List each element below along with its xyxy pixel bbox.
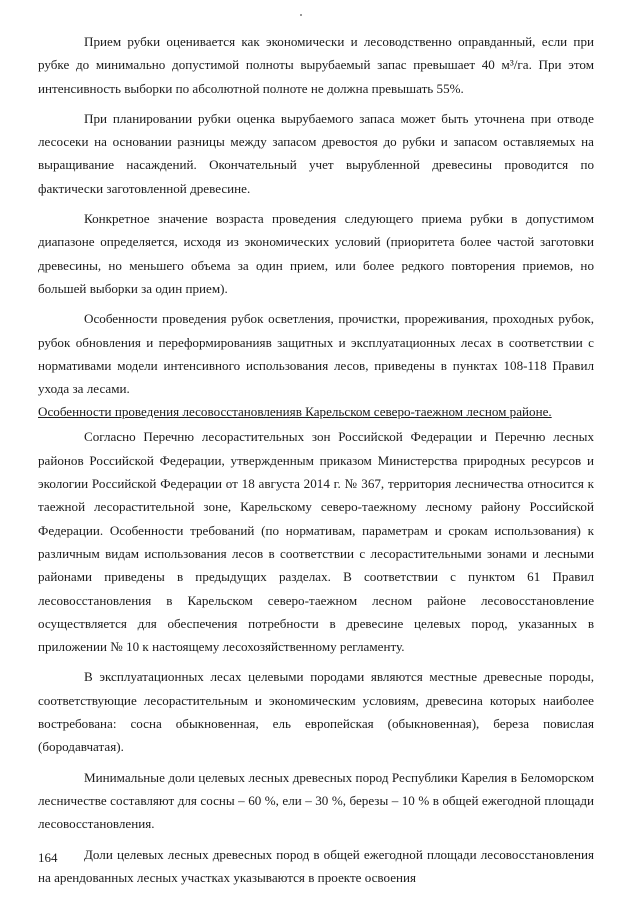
paragraph-next-cut-age: Конкретное значение возраста проведения следующего приема рубки в допустимом диапазоне определяется, исходя из экономических условий (приоритета более частой заготовки древесины, но меньшего объема за один прием, или более редкого повторения приемов, но большей выборки за один прием). [38, 211, 594, 296]
page-number: 164 [38, 850, 58, 865]
paragraph-target-species: В эксплуатационных лесах целевыми породами являются местные древесные породы, соответствующие лесорастительным и экономическим условиям, древесина которых наиболее востребована: сосна обыкновенная, ель европейская (обыкновенная), береза повислая (бородавчатая). [38, 669, 594, 755]
page-body [38, 30, 594, 896]
paragraph-minimum-shares: Минимальные доли целевых лесных древесных пород Республики Карелия в Беломорском лесничестве составляют для сосны – 60 %, ели – 30 %, березы – 10 % в общей ежегодной площади лесовосстановления. [38, 769, 594, 832]
paragraph-thinning-features: Особенности проведения рубок осветления, прочистки, прореживания, проходных рубок, рубок обновления и переформированияв защитных и эксплуатационных лесах в соответствии с нормативами модели интенсивного использования лесов, приведены в пунктах 108-118 Правил ухода за лесами. [38, 311, 594, 397]
paragraph-logging-assessment: Прием рубки оценивается как экономически и лесоводственно оправданный, если при рубке до минимально допустимой полноты вырубаемый запас превышает 40 м³/га. При этом интенсивность выборки по абсолютной полноте не должна превышать 55%. [38, 34, 594, 96]
scan-speck [300, 14, 302, 16]
paragraph-harvest-planning: При планировании рубки оценка вырубаемого запаса может быть уточнена при отводе лесосеки на основании разницы между запасом древостоя до рубки и запасом оставляемых на выращивание насаждений. Окончательный учет вырубленной древесины проводится по фактически заготовленной древесине. [38, 110, 594, 196]
paragraph-forest-zones: Согласно Перечню лесорастительных зон Российской Федерации и Перечню лесных районов Российской Федерации, утвержденным приказом Министерства природных ресурсов и экологии Российской Федерации от 18 августа 2014 г. № 367, территория лесничества относится к таежной лесорастительной зоне, Карельскому северо-таежному лесному району Российской Федерации. Особенности требований (по нормативам, параметрам и срокам использования) к различным видам использования лесов в соответствии с лесорастительными зонами и лесными районами приведены в предыдущих разделах. В соответствии с пунктом 61 Правил лесовосстановления в Карельском северо-таежном лесном районе лесовосстановление осуществляется для обеспечения потребности в древесине целевых пород, указанных в приложении № 10 к настоящему лесохозяйственному регламенту. [38, 429, 594, 655]
section-heading: Особенности проведения лесовосстановленияв Карельском северо-таежном лесном районе. [38, 404, 552, 420]
paragraph-leased-plots: Доли целевых лесных древесных пород в общей ежегодной площади лесовосстановления на арендованных лесных участках указываются в проекте освоения [38, 846, 594, 885]
